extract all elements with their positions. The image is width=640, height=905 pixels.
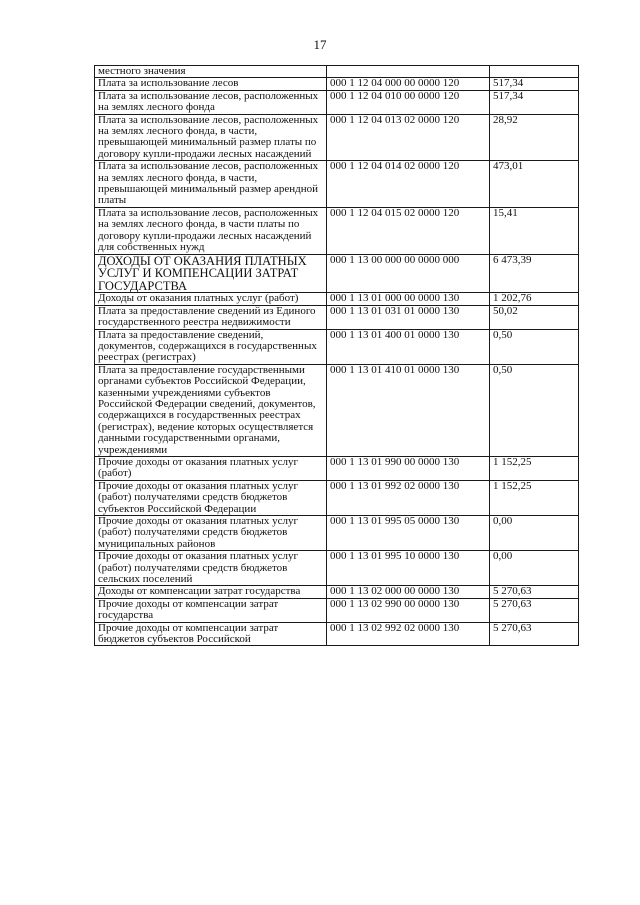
row-name-cell: Прочие доходы от оказания платных услуг (работ) получателями средств бюджетов муниципальных районов xyxy=(95,516,327,551)
row-name-cell: местного значения xyxy=(95,66,327,78)
row-code-cell: 000 1 12 04 015 02 0000 120 xyxy=(327,207,490,254)
row-sum-cell: 0,50 xyxy=(490,329,579,364)
table-row xyxy=(95,598,579,622)
row-sum-cell: 1 202,76 xyxy=(490,293,579,305)
row-sum-cell: 0,00 xyxy=(490,516,579,551)
row-sum-cell xyxy=(490,66,579,78)
row-code-cell: 000 1 13 01 995 05 0000 130 xyxy=(327,516,490,551)
row-name-cell: Плата за использование лесов xyxy=(95,78,327,90)
row-sum-cell: 517,34 xyxy=(490,78,579,90)
table-row xyxy=(95,78,579,90)
table-row xyxy=(95,516,579,551)
row-code-cell: 000 1 13 01 410 01 0000 130 xyxy=(327,364,490,456)
table-row xyxy=(95,622,579,646)
row-name-cell: Плата за использование лесов, расположенных на землях лесного фонда, в части платы по договору купли-продажи лесных насаждений для собственных нужд xyxy=(95,207,327,254)
row-name-cell: Прочие доходы от оказания платных услуг (работ) получателями средств бюджетов субъектов Российской Федерации xyxy=(95,480,327,515)
row-name-cell: Плата за использование лесов, расположенных на землях лесного фонда xyxy=(95,90,327,114)
row-code-cell: 000 1 13 02 990 00 0000 130 xyxy=(327,598,490,622)
row-sum-cell: 50,02 xyxy=(490,305,579,329)
table-row xyxy=(95,329,579,364)
page-number: 17 xyxy=(313,37,327,52)
table-row xyxy=(95,586,579,598)
row-sum-cell: 15,41 xyxy=(490,207,579,254)
row-code-cell: 000 1 12 04 000 00 0000 120 xyxy=(327,78,490,90)
row-code-cell: 000 1 13 02 992 02 0000 130 xyxy=(327,622,490,646)
row-sum-cell: 6 473,39 xyxy=(490,254,579,293)
row-sum-cell: 0,00 xyxy=(490,551,579,586)
row-name-cell: Прочие доходы от компенсации затрат бюджетов субъектов Российской xyxy=(95,622,327,646)
row-code-cell: 000 1 13 01 992 02 0000 130 xyxy=(327,480,490,515)
row-name-cell: Доходы от компенсации затрат государства xyxy=(95,586,327,598)
row-sum-cell: 5 270,63 xyxy=(490,598,579,622)
row-code-cell: 000 1 13 01 400 01 0000 130 xyxy=(327,329,490,364)
row-code-cell: 000 1 12 04 010 00 0000 120 xyxy=(327,90,490,114)
row-sum-cell: 5 270,63 xyxy=(490,586,579,598)
row-name-cell: Плата за предоставление государственными органами субъектов Российской Федерации, казенными учреждениями субъектов Российской Федерации сведений, документов, содержащихся в государственных реестрах (регистрах), ведение которых осуществляется данными государственными органами, учреждениями xyxy=(95,364,327,456)
row-sum-cell: 5 270,63 xyxy=(490,622,579,646)
row-code-cell: 000 1 13 01 000 00 0000 130 xyxy=(327,293,490,305)
row-name-cell: Прочие доходы от компенсации затрат государства xyxy=(95,598,327,622)
row-name-cell: ДОХОДЫ ОТ ОКАЗАНИЯ ПЛАТНЫХ УСЛУГ И КОМПЕНСАЦИИ ЗАТРАТ ГОСУДАРСТВА xyxy=(95,254,327,293)
table-row xyxy=(95,207,579,254)
row-code-cell: 000 1 12 04 013 02 0000 120 xyxy=(327,114,490,161)
row-name-cell: Плата за предоставление сведений, документов, содержащихся в государственных реестрах (регистрах) xyxy=(95,329,327,364)
table-row xyxy=(95,161,579,208)
table-row xyxy=(95,66,579,78)
row-code-cell xyxy=(327,66,490,78)
row-name-cell: Плата за использование лесов, расположенных на землях лесного фонда, в части, превышающей минимальный размер платы по договору купли-продажи лесных насаждений xyxy=(95,114,327,161)
row-code-cell: 000 1 13 01 995 10 0000 130 xyxy=(327,551,490,586)
row-code-cell: 000 1 12 04 014 02 0000 120 xyxy=(327,161,490,208)
table-row xyxy=(95,480,579,515)
row-name-cell: Плата за предоставление сведений из Единого государственного реестра недвижимости xyxy=(95,305,327,329)
row-name-cell: Прочие доходы от оказания платных услуг (работ) получателями средств бюджетов сельских поселений xyxy=(95,551,327,586)
table-row xyxy=(95,305,579,329)
row-name-cell: Плата за использование лесов, расположенных на землях лесного фонда, в части, превышающей минимальный размер арендной платы xyxy=(95,161,327,208)
table-row xyxy=(95,90,579,114)
table-row xyxy=(95,254,579,293)
revenue-table xyxy=(94,65,579,646)
row-sum-cell: 0,50 xyxy=(490,364,579,456)
row-code-cell: 000 1 13 02 000 00 0000 130 xyxy=(327,586,490,598)
row-sum-cell: 28,92 xyxy=(490,114,579,161)
table-row xyxy=(95,364,579,456)
row-sum-cell: 517,34 xyxy=(490,90,579,114)
row-name-cell: Доходы от оказания платных услуг (работ) xyxy=(95,293,327,305)
row-sum-cell: 1 152,25 xyxy=(490,456,579,480)
row-code-cell: 000 1 13 01 990 00 0000 130 xyxy=(327,456,490,480)
table-row xyxy=(95,114,579,161)
row-name-cell: Прочие доходы от оказания платных услуг (работ) xyxy=(95,456,327,480)
row-sum-cell: 473,01 xyxy=(490,161,579,208)
row-code-cell: 000 1 13 00 000 00 0000 000 xyxy=(327,254,490,293)
table-row xyxy=(95,293,579,305)
row-code-cell: 000 1 13 01 031 01 0000 130 xyxy=(327,305,490,329)
table-row xyxy=(95,551,579,586)
table-row xyxy=(95,456,579,480)
row-sum-cell: 1 152,25 xyxy=(490,480,579,515)
